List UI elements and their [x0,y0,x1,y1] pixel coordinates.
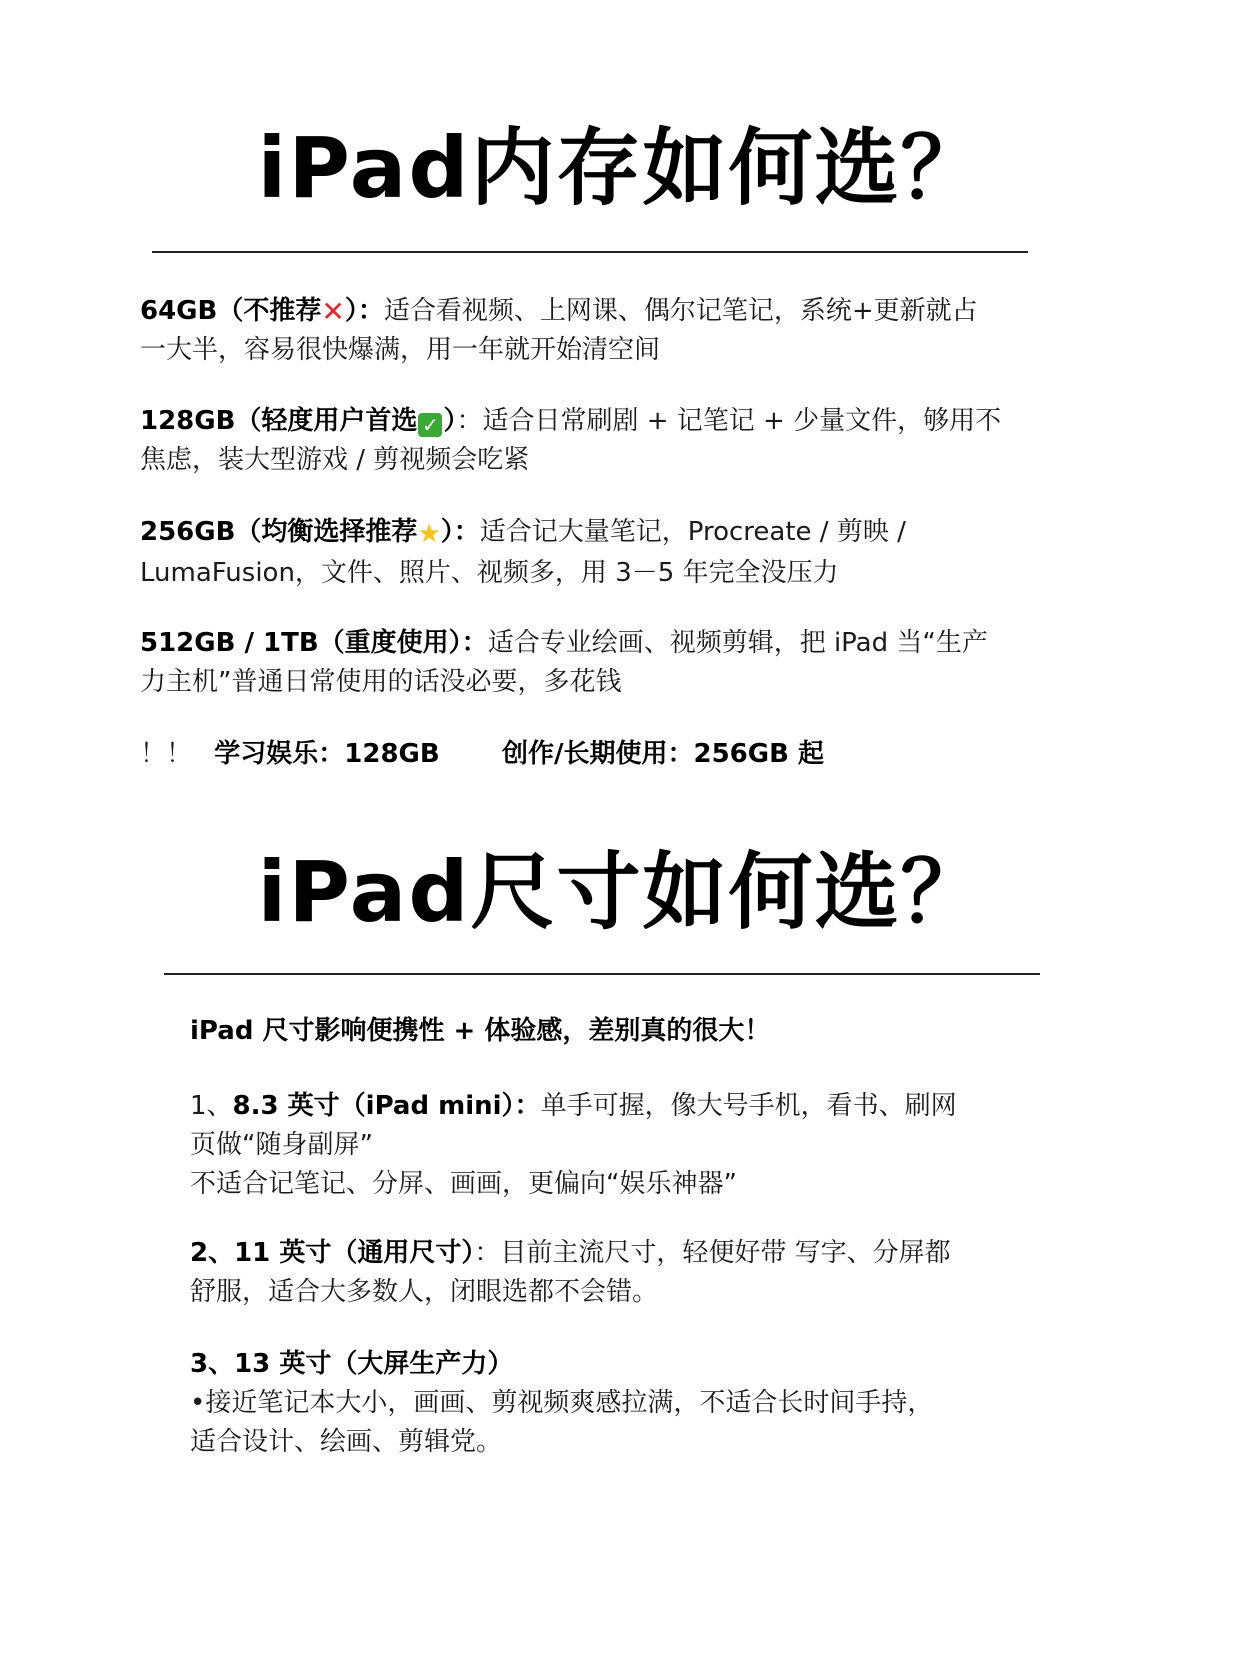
size-item-line: •接近笔记本大小，画画、剪视频爽感拉满，不适合长时间手持， [190,1388,934,1418]
memory-item-256gb [140,513,906,593]
star-icon: ★ [417,519,441,549]
memory-item-head: 128GB（轻度用户首选 [140,406,418,436]
memory-item-head-close: ）： [440,517,480,547]
memory-item-line: ：适合日常刷剧 + 记笔记 + 少量文件，够用不 [456,406,1002,436]
size-item-line: 舒服，适合大多数人，闭眼选都不会错。 [190,1277,659,1307]
memory-title: iPad内存如何选？ [257,119,987,217]
summary-study: 学习娱乐：128GB [214,739,440,769]
memory-item-head: 256GB（均衡选择推荐 [140,517,418,547]
size-item-line: 页做“随身副屏” [190,1130,373,1160]
memory-summary [140,735,824,774]
memory-item-line: 一大半，容易很快爆满，用一年就开始清空间 [140,335,661,365]
summary-create: 创作/长期使用：256GB 起 [501,739,824,769]
memory-item-head: 512GB / 1TB（重度使用）： [140,628,488,658]
memory-item-line: 适合记大量笔记，Procreate / 剪映 / [479,517,906,547]
memory-item-head-close: ） [443,406,457,436]
size-divider [164,973,1040,975]
size-item-line: 适合设计、绘画、剪辑党。 [190,1427,503,1457]
summary-prefix: ！！ [140,739,193,769]
memory-item-line: 适合看视频、上网课、偶尔记笔记，系统+更新就占 [383,296,978,326]
size-item-line: ：目前主流尺寸，轻便好带 写字、分屏都 [474,1238,951,1268]
size-item-num: 1、 [190,1091,233,1121]
size-title: iPad尺寸如何选？ [257,843,987,941]
size-intro-text: iPad 尺寸影响便携性 + 体验感，差别真的很大！ [190,1016,771,1046]
size-item-mini [190,1087,957,1204]
memory-item-head-close: ）： [344,296,384,326]
size-item-head: 8.3 英寸（iPad mini）： [232,1091,541,1121]
size-item-13 [190,1345,933,1462]
memory-item-64gb [140,292,978,370]
memory-item-line: 力主机”普通日常使用的话没必要，多花钱 [140,667,622,697]
memory-divider [152,251,1028,253]
size-item-11 [190,1234,951,1312]
memory-item-512gb [140,624,988,702]
memory-item-head: 64GB（不推荐 [140,296,322,326]
memory-item-line: LumaFusion，文件、照片、视频多，用 3－5 年完全没压力 [140,558,839,588]
size-item-line: 单手可握，像大号手机，看书、刷网 [540,1091,957,1121]
cross-mark-icon: ✕ [321,295,345,328]
size-intro [190,1012,770,1051]
size-item-head: 2、11 英寸（通用尺寸） [190,1238,475,1268]
memory-item-line: 焦虑，装大型游戏 / 剪视频会吃紧 [140,445,530,475]
memory-item-line: 适合专业绘画、视频剪辑，把 iPad 当“生产 [487,628,988,658]
size-item-head: 3、13 英寸（大屏生产力） [190,1349,514,1379]
check-mark-icon: ✓ [418,413,442,437]
size-item-line: 不适合记笔记、分屏、画画，更偏向“娱乐神器” [190,1169,737,1199]
memory-item-128gb [140,402,1001,480]
